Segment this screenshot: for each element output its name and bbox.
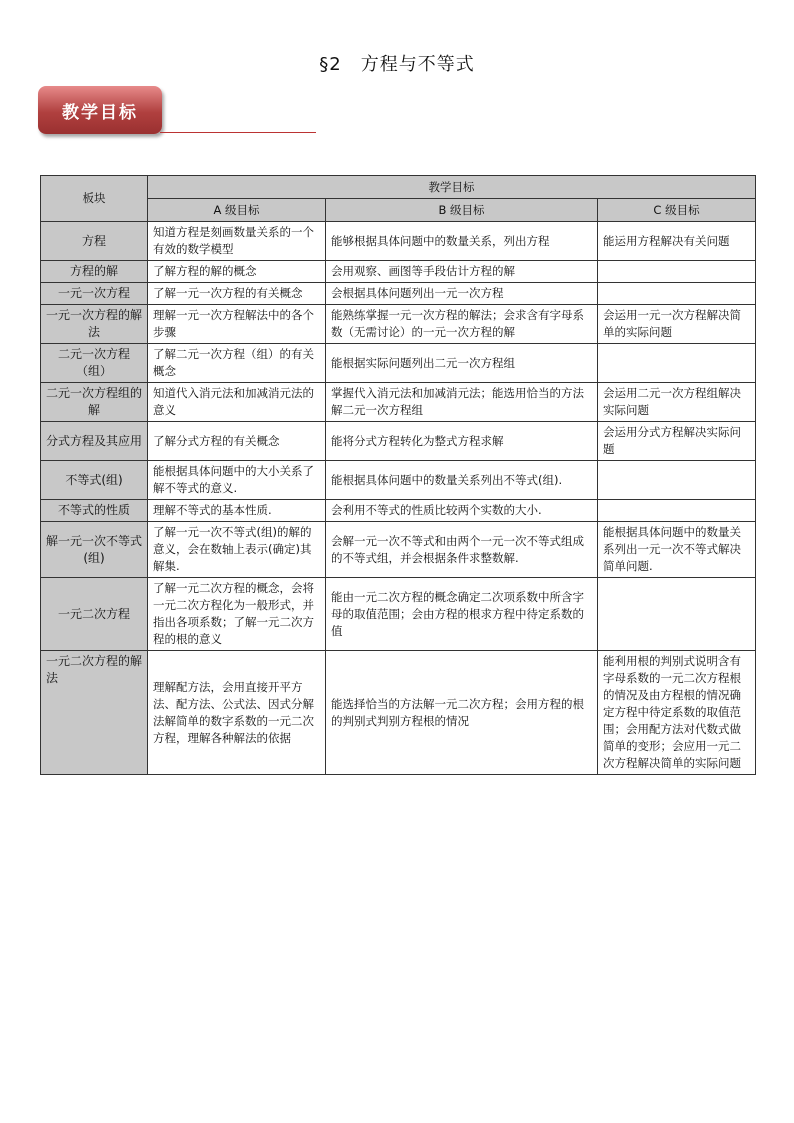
row-level-c: 能根据具体问题中的数量关系列出一元一次不等式解决简单问题. — [598, 522, 756, 578]
row-level-b: 会根据具体问题列出一元一次方程 — [326, 283, 598, 305]
row-level-c — [598, 500, 756, 522]
row-level-a: 了解二元一次方程（组）的有关概念 — [148, 344, 326, 383]
row-level-b: 能选择恰当的方法解一元二次方程；会用方程的根的判别式判别方程根的情况 — [326, 651, 598, 775]
row-level-b: 掌握代入消元法和加减消元法；能选用恰当的方法解二元一次方程组 — [326, 383, 598, 422]
page-title: §2 方程与不等式 — [319, 54, 475, 75]
row-module: 二元一次方程（组） — [41, 344, 148, 383]
header-group: 教学目标 — [148, 176, 756, 199]
row-level-b: 会利用不等式的性质比较两个实数的大小. — [326, 500, 598, 522]
row-module: 解一元一次不等式(组) — [41, 522, 148, 578]
table-row — [41, 305, 756, 344]
row-level-b: 能熟练掌握一元一次方程的解法；会求含有字母系数（无需讨论）的一元一次方程的解 — [326, 305, 598, 344]
table-row — [41, 578, 756, 651]
row-level-a: 了解一元一次不等式(组)的解的意义，会在数轴上表示(确定)其解集. — [148, 522, 326, 578]
row-level-a: 知道方程是刻画数量关系的一个有效的数学模型 — [148, 222, 326, 261]
table-row — [41, 651, 756, 775]
row-level-c: 能利用根的判别式说明含有字母系数的一元二次方程根的情况及由方程根的情况确定方程中待定系数的取值范围；会用配方法对代数式做简单的变形；会应用一元二次方程解决简单的实际问题 — [598, 651, 756, 775]
row-level-c: 会运用一元一次方程解决简单的实际问题 — [598, 305, 756, 344]
row-module: 一元二次方程 — [41, 578, 148, 651]
header-module: 板块 — [41, 176, 148, 222]
row-level-c — [598, 344, 756, 383]
table-row — [41, 500, 756, 522]
row-level-b: 能根据实际问题列出二元一次方程组 — [326, 344, 598, 383]
header-level-a: A 级目标 — [148, 199, 326, 222]
table-row — [41, 522, 756, 578]
table-row — [41, 283, 756, 305]
row-level-a: 了解一元二次方程的概念，会将一元二次方程化为一般形式，并指出各项系数；了解一元二次方程的根的意义 — [148, 578, 326, 651]
row-level-c — [598, 578, 756, 651]
header-level-c: C 级目标 — [598, 199, 756, 222]
row-module: 不等式(组) — [41, 461, 148, 500]
row-level-c — [598, 461, 756, 500]
row-module: 不等式的性质 — [41, 500, 148, 522]
row-module: 方程 — [41, 222, 148, 261]
row-level-a: 了解分式方程的有关概念 — [148, 422, 326, 461]
table-row — [41, 222, 756, 261]
row-level-c — [598, 261, 756, 283]
row-module: 一元二次方程的解法 — [41, 651, 148, 775]
row-module: 一元一次方程的解法 — [41, 305, 148, 344]
row-level-a: 理解配方法，会用直接开平方法、配方法、公式法、因式分解法解简单的数字系数的一元二次方程，理解各种解法的依据 — [148, 651, 326, 775]
row-level-a: 理解不等式的基本性质. — [148, 500, 326, 522]
row-level-b: 能根据具体问题中的数量关系列出不等式(组). — [326, 461, 598, 500]
row-level-a: 了解方程的解的概念 — [148, 261, 326, 283]
row-level-b: 会解一元一次不等式和由两个一元一次不等式组成的不等式组，并会根据条件求整数解. — [326, 522, 598, 578]
table-subheader-row — [41, 199, 756, 222]
section-badge: 教学目标 — [38, 86, 162, 134]
table-header-row — [41, 176, 756, 199]
row-level-a: 能根据具体问题中的大小关系了解不等式的意义. — [148, 461, 326, 500]
row-level-c — [598, 283, 756, 305]
row-level-b: 能由一元二次方程的概念确定二次项系数中所含字母的取值范围；会由方程的根求方程中待定系数的值 — [326, 578, 598, 651]
row-module: 分式方程及其应用 — [41, 422, 148, 461]
row-level-c: 能运用方程解决有关问题 — [598, 222, 756, 261]
row-level-a: 知道代入消元法和加减消元法的意义 — [148, 383, 326, 422]
header-level-b: B 级目标 — [326, 199, 598, 222]
table-row — [41, 344, 756, 383]
row-level-b: 会用观察、画图等手段估计方程的解 — [326, 261, 598, 283]
table-row — [41, 461, 756, 500]
table-row — [41, 422, 756, 461]
section-divider — [160, 132, 316, 133]
row-level-a: 了解一元一次方程的有关概念 — [148, 283, 326, 305]
row-level-c: 会运用分式方程解决实际问题 — [598, 422, 756, 461]
row-module: 二元一次方程组的解 — [41, 383, 148, 422]
row-module: 方程的解 — [41, 261, 148, 283]
row-level-a: 理解一元一次方程解法中的各个步骤 — [148, 305, 326, 344]
row-level-c: 会运用二元一次方程组解决实际问题 — [598, 383, 756, 422]
teaching-goals-table — [40, 175, 756, 775]
table-row — [41, 261, 756, 283]
row-level-b: 能将分式方程转化为整式方程求解 — [326, 422, 598, 461]
row-level-b: 能够根据具体问题中的数量关系，列出方程 — [326, 222, 598, 261]
row-module: 一元一次方程 — [41, 283, 148, 305]
table-row — [41, 383, 756, 422]
